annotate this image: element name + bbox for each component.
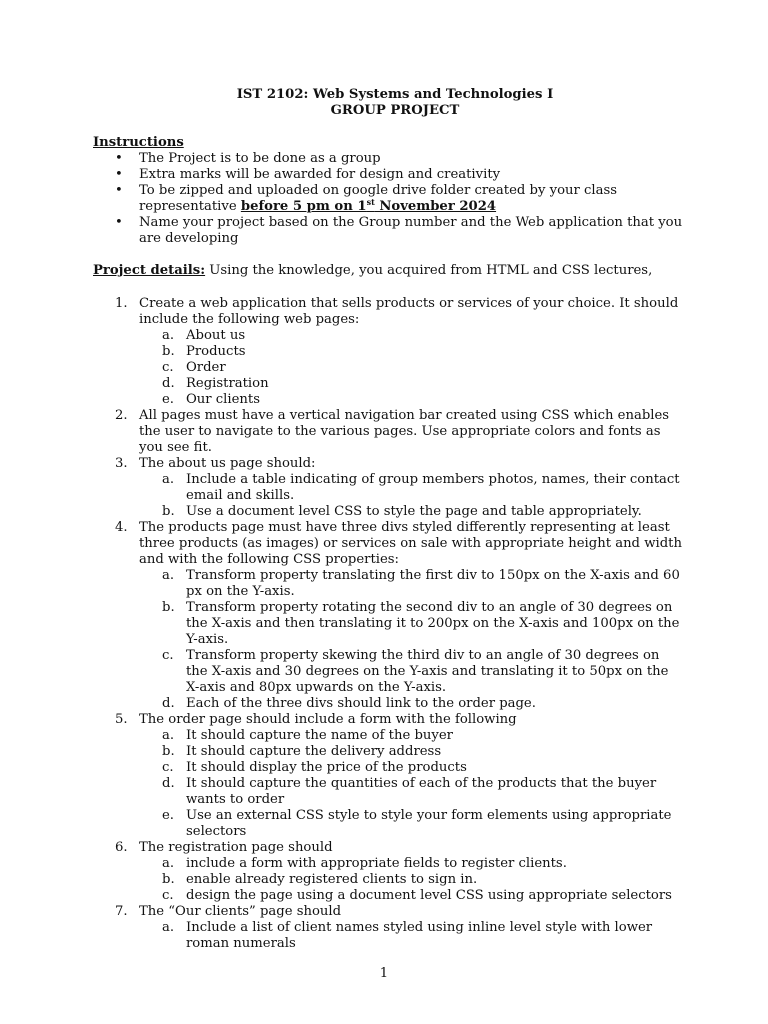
requirement-text: The products page must have three divs styled differently representing at least three products (as images) or services on sale with appropriate height and width and with the following CSS properties: xyxy=(139,520,682,567)
list-item xyxy=(93,392,683,408)
requirement-item xyxy=(93,296,683,408)
sub-requirement-list xyxy=(139,856,683,904)
list-item xyxy=(93,183,683,215)
sub-requirement-letter: c. xyxy=(162,648,174,663)
requirement-number: 4. xyxy=(115,520,128,535)
sub-requirement-letter: c. xyxy=(162,888,174,903)
requirement-number: 6. xyxy=(115,840,128,855)
sub-requirement-letter: a. xyxy=(162,856,175,871)
requirement-text: The registration page should xyxy=(139,840,333,855)
sub-requirement-list xyxy=(139,472,683,520)
requirement-text: Create a web application that sells products or services of your choice. It should include the following web pages: xyxy=(139,296,679,327)
sub-requirement-text: It should display the price of the products xyxy=(186,760,467,775)
instructions-section xyxy=(93,135,683,247)
list-item xyxy=(93,328,683,344)
sub-requirement-letter: a. xyxy=(162,472,175,487)
requirement-item xyxy=(93,840,683,904)
list-item xyxy=(93,648,683,696)
sub-requirement-text: It should capture the quantities of each of the products that the buyer wants to order xyxy=(186,776,657,807)
sub-requirement-letter: a. xyxy=(162,728,175,743)
list-item xyxy=(93,472,683,504)
instruction-text: Extra marks will be awarded for design and creativity xyxy=(139,167,501,182)
sub-requirement-letter: b. xyxy=(162,744,175,759)
requirement-item xyxy=(93,520,683,712)
requirement-text: All pages must have a vertical navigation bar created using CSS which enables the user to navigate to the various pages. Use appropriate colors and fonts as you see fit. xyxy=(139,408,670,455)
sub-requirement-text: Each of the three divs should link to the order page. xyxy=(186,696,536,711)
instruction-text: To be zipped and uploaded on google drive folder created by your class representative xyxy=(139,183,618,214)
bullet-icon: • xyxy=(115,151,123,166)
list-item xyxy=(93,856,683,872)
project-title: GROUP PROJECT xyxy=(330,103,460,118)
requirement-item xyxy=(93,456,683,520)
bullet-icon: • xyxy=(115,183,123,198)
list-item xyxy=(93,151,683,167)
list-item xyxy=(93,696,683,712)
requirement-number: 5. xyxy=(115,712,128,727)
sub-requirement-letter: a. xyxy=(162,920,175,935)
bullet-icon: • xyxy=(115,167,123,182)
requirement-item xyxy=(93,408,683,456)
sub-requirement-text: Order xyxy=(186,360,226,375)
sub-requirement-text: It should capture the name of the buyer xyxy=(186,728,453,743)
list-item xyxy=(93,344,683,360)
sub-requirement-text: Transform property rotating the second div to an angle of 30 degrees on the X-axis and then translating it to 200px on the X-axis and 100px on the Y-axis. xyxy=(186,600,680,647)
sub-requirement-letter: d. xyxy=(162,376,175,391)
sub-requirement-text: Use an external CSS style to style your form elements using appropriate selectors xyxy=(186,808,672,839)
sub-requirement-letter: b. xyxy=(162,600,175,615)
sub-requirement-letter: a. xyxy=(162,568,175,583)
project-intro: Using the knowledge, you acquired from HTML and CSS lectures, xyxy=(205,263,653,278)
list-item xyxy=(93,888,683,904)
instructions-heading: Instructions xyxy=(93,135,184,150)
requirement-number: 7. xyxy=(115,904,128,919)
sub-requirement-letter: c. xyxy=(162,360,174,375)
list-item xyxy=(93,376,683,392)
deadline-date: before 5 pm on 1 xyxy=(240,199,367,214)
instructions-list xyxy=(93,151,683,247)
sub-requirement-letter: a. xyxy=(162,328,175,343)
sub-requirement-letter: e. xyxy=(162,808,174,823)
sub-requirement-text: design the page using a document level CSS using appropriate selectors xyxy=(186,888,672,903)
sub-requirement-text: About us xyxy=(186,328,246,343)
sub-requirement-letter: d. xyxy=(162,696,175,711)
list-item xyxy=(93,808,683,840)
list-item xyxy=(93,568,683,600)
sub-requirement-text: enable already registered clients to sign in. xyxy=(186,872,478,887)
sub-requirement-text: Registration xyxy=(186,376,269,391)
list-item xyxy=(93,744,683,760)
project-details-heading: Project details: xyxy=(93,263,206,278)
project-requirements-list xyxy=(93,296,683,952)
requirement-text: The “Our clients” page should xyxy=(139,904,342,919)
sub-requirement-text: It should capture the delivery address xyxy=(186,744,442,759)
requirement-text: The about us page should: xyxy=(139,456,316,471)
sub-requirement-list xyxy=(139,568,683,712)
sub-requirement-text: Transform property translating the first div to 150px on the X-axis and 60 px on the Y-axis. xyxy=(186,568,680,599)
page-number: 1 xyxy=(379,966,389,981)
course-title: IST 2102: Web Systems and Technologies I xyxy=(236,87,554,102)
sub-requirement-text: Include a table indicating of group members photos, names, their contact email and skills. xyxy=(186,472,680,503)
bullet-icon: • xyxy=(115,215,123,230)
instruction-text: The Project is to be done as a group xyxy=(139,151,381,166)
sub-requirement-letter: c. xyxy=(162,760,174,775)
list-item xyxy=(93,504,683,520)
requirement-text: The order page should include a form with the following xyxy=(139,712,517,727)
list-item xyxy=(93,776,683,808)
list-item xyxy=(93,600,683,648)
sub-requirement-text: include a form with appropriate fields to register clients. xyxy=(186,856,567,871)
sub-requirement-text: Products xyxy=(186,344,246,359)
sub-requirement-letter: e. xyxy=(162,392,174,407)
list-item xyxy=(93,728,683,744)
sub-requirement-text: Our clients xyxy=(186,392,260,407)
document-page xyxy=(93,87,683,952)
list-item xyxy=(93,920,683,952)
sub-requirement-text: Transform property skewing the third div to an angle of 30 degrees on the X-axis and 30 degrees on the Y-axis and translating it to 50px on the X-axis and 80px upwards on the Y-axis. xyxy=(186,648,669,695)
sub-requirement-text: Use a document level CSS to style the page and table appropriately. xyxy=(186,504,642,519)
requirement-number: 3. xyxy=(115,456,128,471)
deadline-month: November 2024 xyxy=(374,199,497,214)
sub-requirement-list xyxy=(139,920,683,952)
list-item xyxy=(93,215,683,247)
instruction-text: Name your project based on the Group number and the Web application that you are developing xyxy=(139,215,683,246)
project-details-section xyxy=(93,263,683,279)
requirement-item xyxy=(93,904,683,952)
sub-requirement-letter: b. xyxy=(162,872,175,887)
sub-requirement-letter: b. xyxy=(162,504,175,519)
sub-requirement-list xyxy=(139,328,683,408)
deadline-ordinal: st xyxy=(366,197,375,207)
list-item xyxy=(93,760,683,776)
list-item xyxy=(93,167,683,183)
requirement-item xyxy=(93,712,683,840)
requirement-number: 1. xyxy=(115,296,128,311)
requirement-number: 2. xyxy=(115,408,128,423)
sub-requirement-text: Include a list of client names styled using inline level style with lower roman numerals xyxy=(186,920,653,951)
sub-requirement-letter: d. xyxy=(162,776,175,791)
deadline-text xyxy=(241,199,496,214)
list-item xyxy=(93,872,683,888)
sub-requirement-list xyxy=(139,728,683,840)
document-title xyxy=(107,87,683,119)
sub-requirement-letter: b. xyxy=(162,344,175,359)
list-item xyxy=(93,360,683,376)
